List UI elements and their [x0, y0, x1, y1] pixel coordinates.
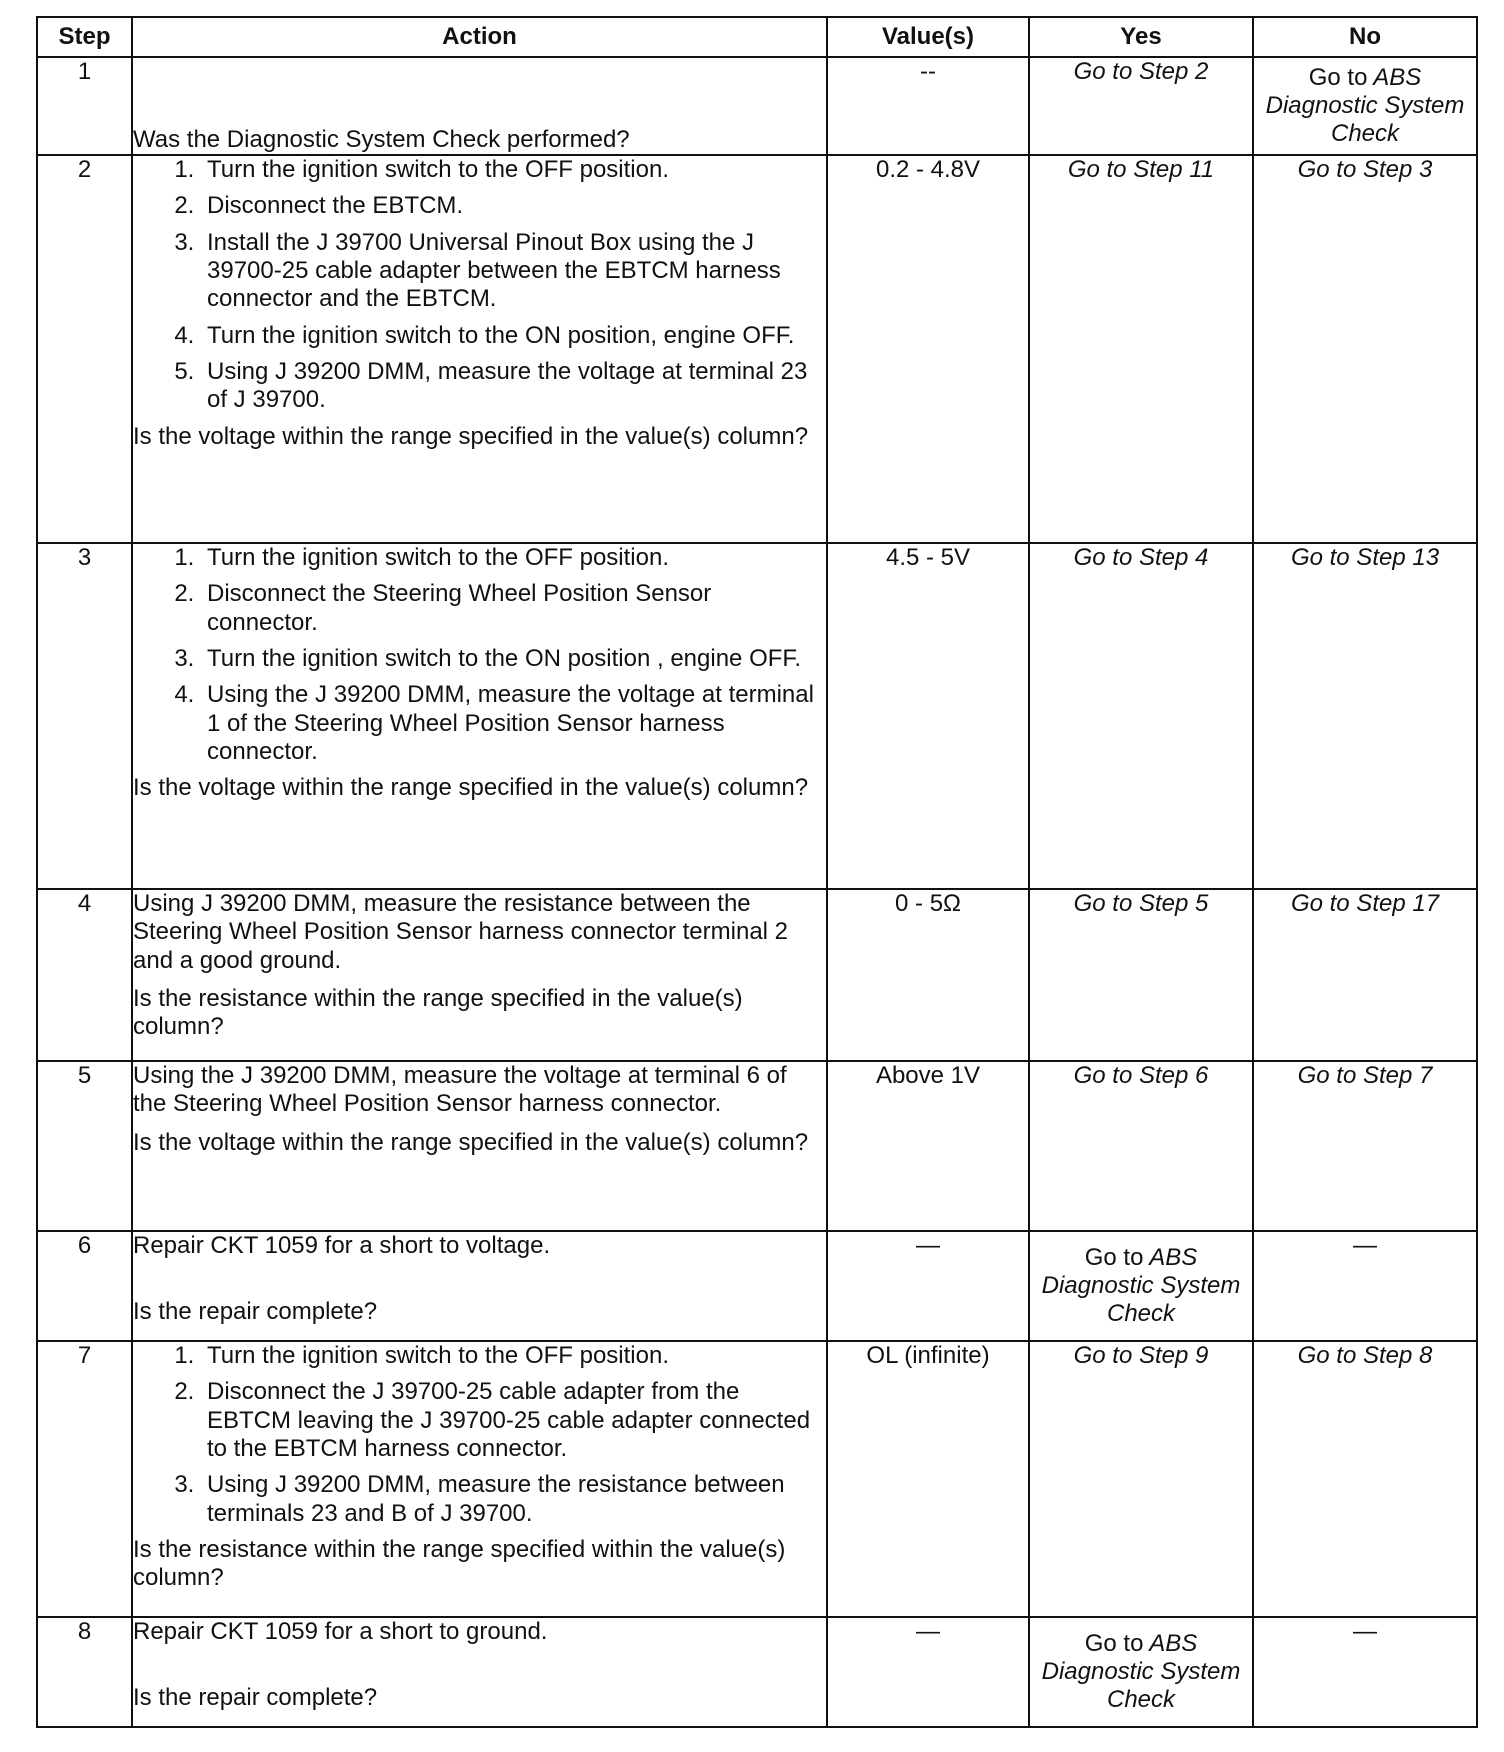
- action-cell: [132, 1231, 827, 1341]
- step-number: 3: [37, 543, 132, 889]
- header-values: Value(s): [827, 17, 1029, 57]
- action-question: Was the Diagnostic System Check performed?: [133, 125, 630, 153]
- action-text: Using the J 39200 DMM, measure the voltage at terminal 6 of the Steering Wheel Position Sensor harness connector.: [133, 1062, 787, 1118]
- action-text: Repair CKT 1059 for a short to ground.: [133, 1618, 548, 1645]
- action-cell: [132, 889, 827, 1061]
- value-cell: OL (infinite): [827, 1341, 1029, 1617]
- yes-target: ABS Diagnostic System Check: [1041, 1243, 1241, 1328]
- action-step: 1. Turn the ignition switch to the OFF position.: [201, 1342, 826, 1370]
- step-number: 4: [37, 889, 132, 1061]
- action-cell: [132, 1341, 827, 1617]
- yes-cell: Go to Step 9: [1029, 1341, 1253, 1617]
- action-step: 2. Disconnect the J 39700-25 cable adapter from the EBTCM leaving the J 39700-25 cable adapter connected to the EBTCM harness connector.: [201, 1378, 826, 1463]
- action-step: 1. Turn the ignition switch to the OFF position.: [201, 156, 826, 184]
- action-cell: [132, 57, 827, 155]
- table-row: [37, 1231, 1477, 1341]
- action-step: 3. Install the J 39700 Universal Pinout Box using the J 39700-25 cable adapter between the EBTCM harness connector and the EBTCM.: [201, 229, 826, 314]
- yes-cell: [1029, 1617, 1253, 1727]
- action-step: 5. Using J 39200 DMM, measure the voltage at terminal 23 of J 39700.: [201, 358, 826, 415]
- no-cell: Go to Step 8: [1253, 1341, 1477, 1617]
- table-row: [37, 543, 1477, 889]
- table-row: [37, 1061, 1477, 1231]
- yes-prefix: Go to: [1084, 1629, 1144, 1657]
- value-cell: —: [827, 1231, 1029, 1341]
- value-cell: 0 - 5Ω: [827, 889, 1029, 1061]
- value-cell: Above 1V: [827, 1061, 1029, 1231]
- action-steps: [133, 156, 826, 415]
- action-cell: [132, 543, 827, 889]
- action-question: Is the resistance within the range specified within the value(s) column?: [133, 1535, 786, 1592]
- yes-cell: Go to Step 4: [1029, 543, 1253, 889]
- no-prefix: Go to: [1308, 63, 1368, 91]
- action-cell: [132, 1061, 827, 1231]
- yes-cell: Go to Step 11: [1029, 155, 1253, 543]
- yes-target: ABS Diagnostic System Check: [1041, 1629, 1241, 1714]
- action-text: Using J 39200 DMM, measure the resistance between the Steering Wheel Position Sensor harness connector terminal 2 and a good ground.: [133, 890, 789, 974]
- action-question: Is the voltage within the range specified in the value(s) column?: [133, 422, 809, 450]
- yes-cell: Go to Step 2: [1029, 57, 1253, 155]
- action-step: 4. Turn the ignition switch to the ON position, engine OFF.: [201, 322, 826, 350]
- action-text: Repair CKT 1059 for a short to voltage.: [133, 1232, 551, 1259]
- diagnostic-table: [36, 16, 1478, 1728]
- header-step: Step: [37, 17, 132, 57]
- action-step: 1. Turn the ignition switch to the OFF position.: [201, 544, 826, 572]
- action-step: 3. Using J 39200 DMM, measure the resistance between terminals 23 and B of J 39700.: [201, 1471, 826, 1528]
- table-row: [37, 1341, 1477, 1617]
- action-steps: [133, 544, 826, 766]
- value-cell: —: [827, 1617, 1029, 1727]
- action-question: Is the repair complete?: [133, 1298, 378, 1326]
- no-cell: Go to Step 7: [1253, 1061, 1477, 1231]
- table-row: [37, 155, 1477, 543]
- value-cell: --: [827, 57, 1029, 155]
- no-target: ABS Diagnostic System Check: [1265, 63, 1465, 148]
- step-number: 8: [37, 1617, 132, 1727]
- step-number: 7: [37, 1341, 132, 1617]
- no-cell: Go to Step 3: [1253, 155, 1477, 543]
- table-row: [37, 889, 1477, 1061]
- yes-cell: [1029, 1231, 1253, 1341]
- action-cell: [132, 1617, 827, 1727]
- action-steps: [133, 1342, 826, 1528]
- no-cell: —: [1253, 1617, 1477, 1727]
- yes-prefix: Go to: [1084, 1243, 1144, 1271]
- no-cell: —: [1253, 1231, 1477, 1341]
- action-step: 2. Disconnect the EBTCM.: [201, 192, 826, 220]
- action-step: 2. Disconnect the Steering Wheel Position Sensor connector.: [201, 580, 826, 637]
- action-question: Is the voltage within the range specified in the value(s) column?: [133, 774, 809, 802]
- header-no: No: [1253, 17, 1477, 57]
- action-cell: [132, 155, 827, 543]
- action-question: Is the voltage within the range specified in the value(s) column?: [133, 1128, 809, 1156]
- action-step: 3. Turn the ignition switch to the ON position , engine OFF.: [201, 645, 826, 673]
- step-number: 1: [37, 57, 132, 155]
- header-yes: Yes: [1029, 17, 1253, 57]
- no-cell: [1253, 57, 1477, 155]
- step-number: 6: [37, 1231, 132, 1341]
- step-number: 2: [37, 155, 132, 543]
- step-number: 5: [37, 1061, 132, 1231]
- yes-cell: Go to Step 6: [1029, 1061, 1253, 1231]
- value-cell: 4.5 - 5V: [827, 543, 1029, 889]
- action-question: Is the resistance within the range specified in the value(s) column?: [133, 984, 743, 1041]
- value-cell: 0.2 - 4.8V: [827, 155, 1029, 543]
- action-step: 4. Using the J 39200 DMM, measure the voltage at terminal 1 of the Steering Wheel Position Sensor harness connector.: [201, 681, 826, 766]
- table-row: [37, 1617, 1477, 1727]
- no-cell: Go to Step 17: [1253, 889, 1477, 1061]
- header-action: Action: [132, 17, 827, 57]
- yes-cell: Go to Step 5: [1029, 889, 1253, 1061]
- table-row: [37, 57, 1477, 155]
- action-question: Is the repair complete?: [133, 1684, 378, 1712]
- no-cell: Go to Step 13: [1253, 543, 1477, 889]
- header-row: [37, 17, 1477, 57]
